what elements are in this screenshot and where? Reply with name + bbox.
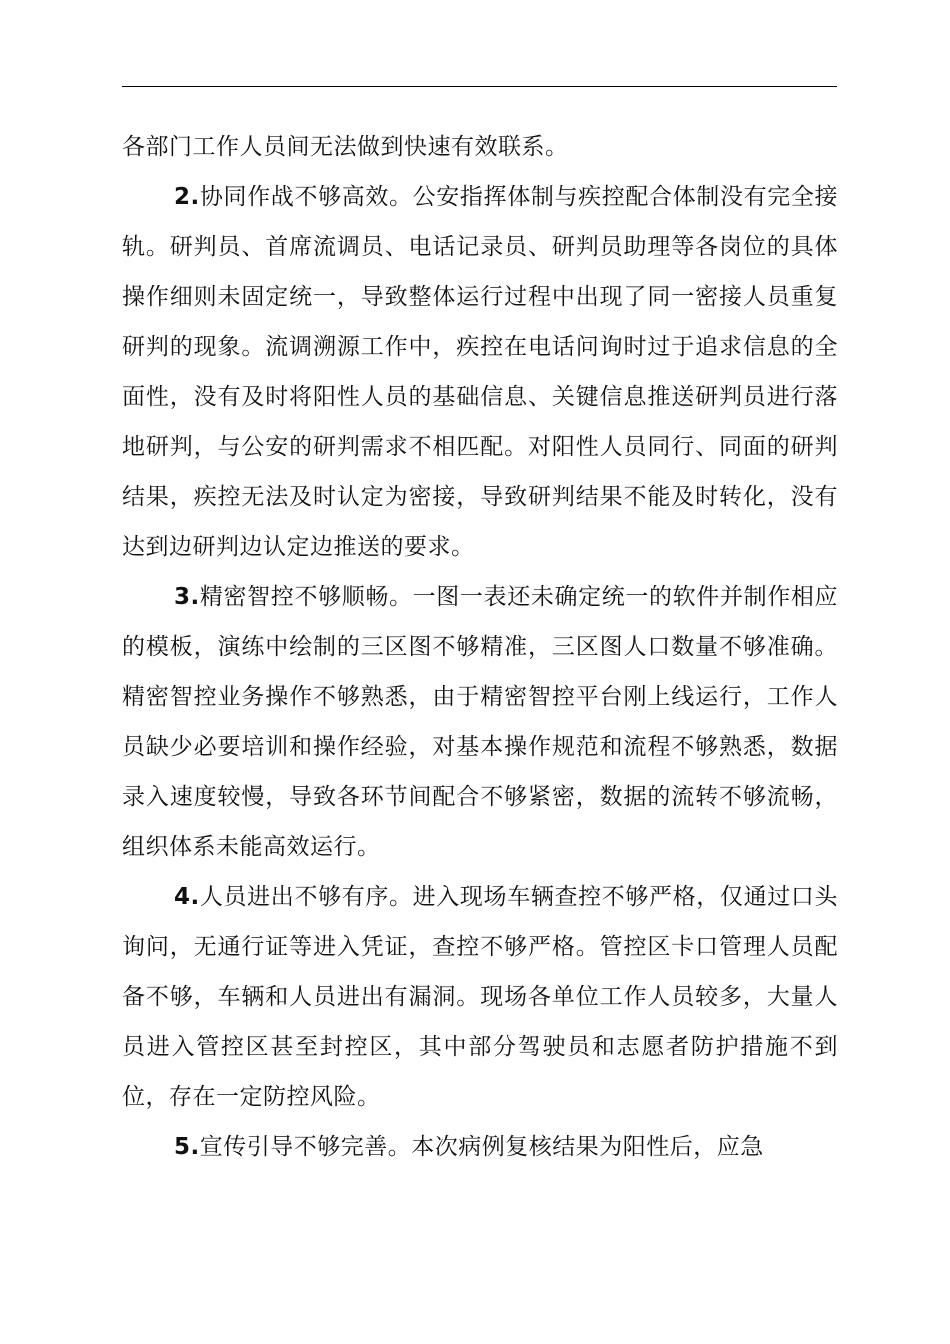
header-rule (122, 86, 837, 87)
paragraph-3 (122, 572, 838, 872)
paragraph-1-text: 各部门工作人员间无法做到快速有效联系。 (122, 134, 569, 160)
paragraph-4-text: 人员进出不够有序。进入现场车辆查控不够严格，仅通过口头询问，无通行证等进入凭证，查控不够严格。管控区卡口管理人员配备不够，车辆和人员进出有漏洞。现场各单位工作人员较多，大量人员进入管控区甚至封控区，其中部分驾驶员和志愿者防护措施不到位，存在一定防控风险。 (122, 884, 838, 1110)
paragraph-5 (122, 1122, 838, 1172)
paragraph-5-text: 宣传引导不够完善。本次病例复核结果为阳性后，应急 (199, 1134, 764, 1160)
document-body (122, 122, 838, 1172)
paragraph-2 (122, 172, 838, 572)
paragraph-3-number: 3. (174, 584, 200, 610)
paragraph-2-number: 2. (174, 184, 200, 210)
paragraph-4 (122, 872, 838, 1122)
paragraph-4-number: 4. (174, 884, 200, 910)
paragraph-3-text: 精密智控不够顺畅。一图一表还未确定统一的软件并制作相应的模板，演练中绘制的三区图不够精准，三区图人口数量不够准确。精密智控业务操作不够熟悉，由于精密智控平台刚上线运行，工作人员缺少必要培训和操作经验，对基本操作规范和流程不够熟悉，数据录入速度较慢，导致各环节间配合不够紧密，数据的流转不够流畅，组织体系未能高效运行。 (122, 584, 838, 860)
paragraph-2-text: 协同作战不够高效。公安指挥体制与疾控配合体制没有完全接轨。研判员、首席流调员、电话记录员、研判员助理等各岗位的具体操作细则未固定统一，导致整体运行过程中出现了同一密接人员重复研判的现象。流调溯源工作中，疾控在电话问询时过于追求信息的全面性，没有及时将阳性人员的基础信息、关键信息推送研判员进行落地研判，与公安的研判需求不相匹配。对阳性人员同行、同面的研判结果，疾控无法及时认定为密接，导致研判结果不能及时转化，没有达到边研判边认定边推送的要求。 (122, 184, 838, 560)
paragraph-5-number: 5. (174, 1134, 200, 1160)
paragraph-1 (122, 122, 838, 172)
